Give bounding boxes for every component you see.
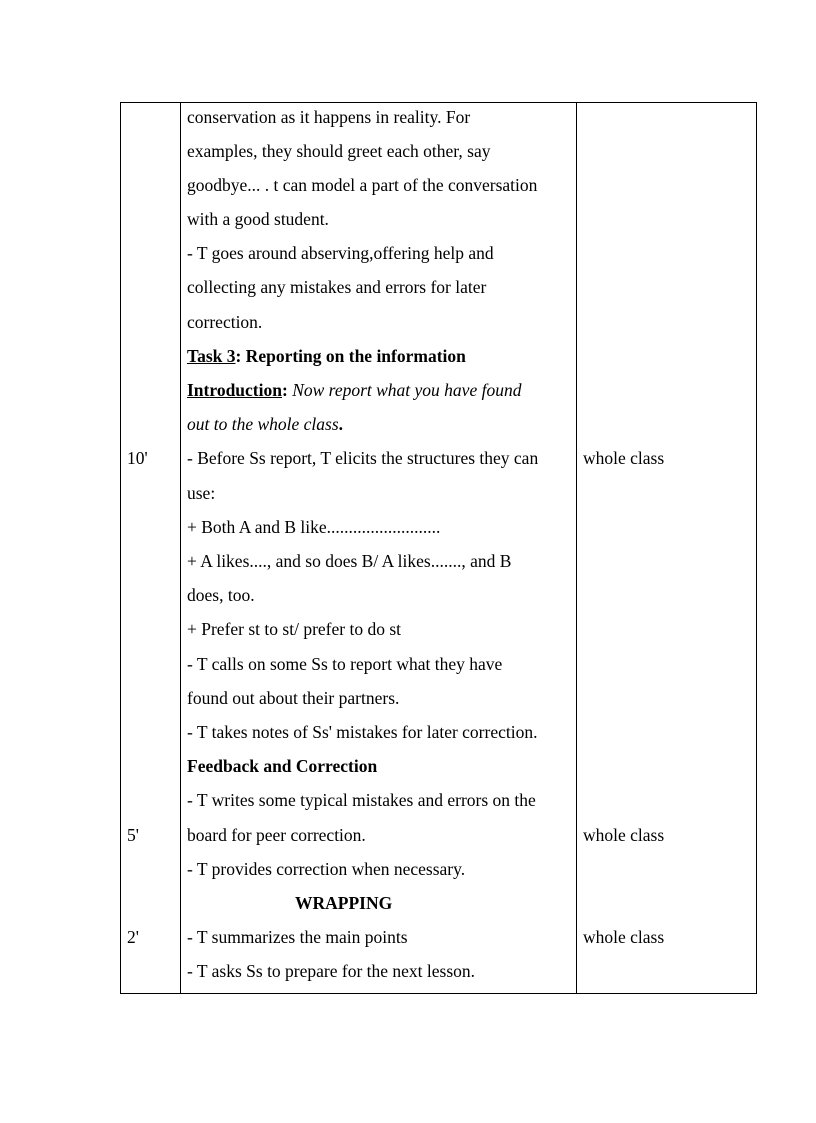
content-line: + Prefer st to st/ prefer to do st <box>187 619 401 639</box>
feedback-heading: Feedback and Correction <box>187 756 378 776</box>
content-line: with a good student. <box>187 209 329 229</box>
content-line: - T goes around abserving,offering help and <box>187 243 494 263</box>
time-cell: 2' <box>127 927 139 947</box>
content-line: use: <box>187 483 216 503</box>
content-line: correction. <box>187 312 263 332</box>
column-divider-time <box>180 103 181 993</box>
content-line: - Before Ss report, T elicits the structures they can <box>187 448 539 468</box>
task3-label: Task 3 <box>187 346 236 366</box>
content-line: - T provides correction when necessary. <box>187 859 466 879</box>
time-cell: 5' <box>127 825 139 845</box>
task3-heading <box>187 346 466 366</box>
task3-title: : Reporting on the information <box>235 346 466 366</box>
time-cell: 10' <box>127 448 148 468</box>
lesson-plan-table <box>120 102 757 994</box>
content-line: + A likes...., and so does B/ A likes......., and B <box>187 551 512 571</box>
content-line: board for peer correction. <box>187 825 366 845</box>
content-line: - T calls on some Ss to report what they have <box>187 654 503 674</box>
introduction-label: Introduction <box>187 380 282 400</box>
mode-cell: whole class <box>583 448 665 468</box>
content-line: - T asks Ss to prepare for the next lesson. <box>187 961 476 981</box>
content-line: - T takes notes of Ss' mistakes for later correction. <box>187 722 538 742</box>
column-divider-mode <box>576 103 577 993</box>
introduction-colon: : <box>281 380 288 400</box>
content-line: conservation as it happens in reality. For <box>187 107 471 127</box>
mode-cell: whole class <box>583 825 665 845</box>
content-line: goodbye... . t can model a part of the conversation <box>187 175 538 195</box>
introduction-period: . <box>338 414 344 434</box>
introduction-line-2 <box>187 414 343 434</box>
content-line: does, too. <box>187 585 255 605</box>
content-line: collecting any mistakes and errors for later <box>187 277 487 297</box>
mode-cell: whole class <box>583 927 665 947</box>
introduction-text-2: out to the whole class <box>187 414 339 434</box>
content-line: - T writes some typical mistakes and errors on the <box>187 790 536 810</box>
content-line: + Both A and B like.......................... <box>187 517 441 537</box>
introduction-line <box>187 380 521 400</box>
content-line: found out about their partners. <box>187 688 400 708</box>
introduction-text: Now report what you have found <box>287 380 522 400</box>
content-line: examples, they should greet each other, say <box>187 141 491 161</box>
wrapping-heading: WRAPPING <box>295 893 393 913</box>
content-line: - T summarizes the main points <box>187 927 408 947</box>
